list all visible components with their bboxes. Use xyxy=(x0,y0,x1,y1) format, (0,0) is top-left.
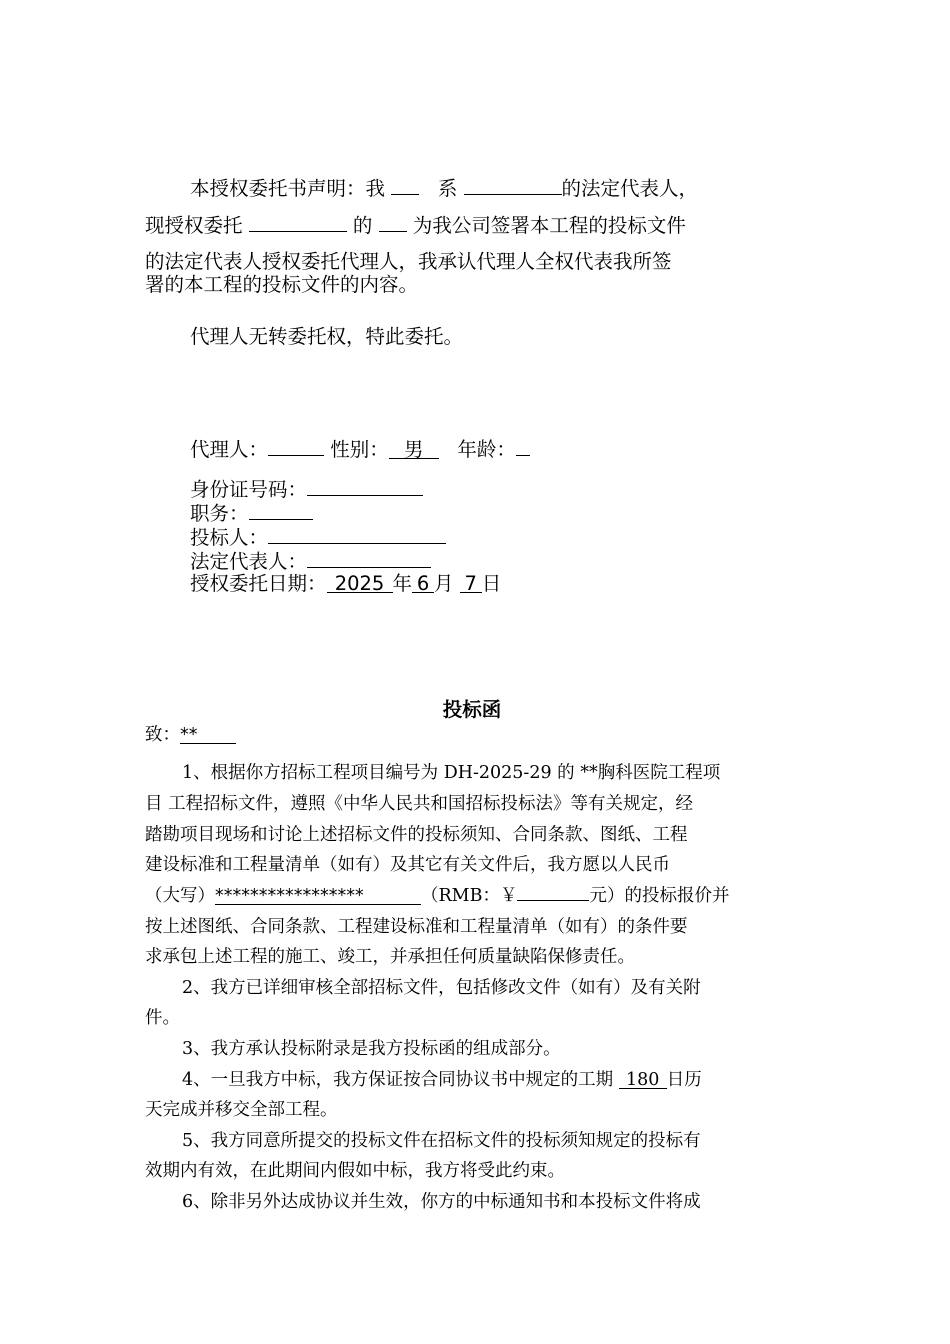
year-value: 2025 xyxy=(327,573,393,593)
letter-line: 目 工程招标文件，遵照《中华人民共和国招标投标法》等有关规定，经 xyxy=(145,794,694,814)
id-label: 身份证号码： xyxy=(190,478,308,501)
auth-text: 系 xyxy=(437,177,458,200)
bidder-row xyxy=(190,524,446,550)
bidder-label: 投标人： xyxy=(190,526,269,549)
rmb-amount-blank xyxy=(517,881,589,901)
letter-line: 建设标准和工程量清单（如有）及其它有关文件后，我方愿以人民币 xyxy=(145,855,670,875)
agent-label: 代理人： xyxy=(190,438,269,461)
auth-line-2 xyxy=(145,212,686,238)
recipient-label: 致： xyxy=(145,725,180,745)
letter-line: 求承包上述工程的施工、竣工，并承担任何质量缺陷保修责任。 xyxy=(145,947,635,967)
letter-line: 件。 xyxy=(145,1008,180,1028)
construction-days: 180 xyxy=(619,1069,667,1089)
amount-in-words: ***************** xyxy=(215,885,421,905)
letter-line: 2、我方已详细审核全部招标文件，包括修改文件（如有）及有关附 xyxy=(182,978,701,998)
month-value: 6 xyxy=(412,573,434,593)
auth-line-3: 的法定代表人授权委托代理人，我承认代理人全权代表我所签 xyxy=(145,250,672,273)
letter-line: 5、我方同意所提交的投标文件在招标文件的投标须知规定的投标有 xyxy=(182,1131,701,1151)
auth-line-5: 代理人无转委托权，特此委托。 xyxy=(190,325,464,348)
id-value-blank xyxy=(307,476,423,496)
letter-line: 效期内有效，在此期间内假如中标，我方将受此约束。 xyxy=(145,1161,565,1181)
date-row xyxy=(190,572,501,596)
letter-title: 投标函 xyxy=(442,698,502,721)
day-unit: 日 xyxy=(481,572,502,595)
legal-rep-label: 法定代表人： xyxy=(190,550,308,573)
auth-text: 本授权委托书声明：我 xyxy=(190,177,386,200)
letter-recipient xyxy=(145,720,236,750)
recipient-value: ** xyxy=(180,724,236,744)
letter-text: （RMB：￥ xyxy=(421,886,518,906)
letter-text: 日历 xyxy=(666,1070,702,1090)
auth-text: 为我公司签署本工程的投标文件 xyxy=(412,214,686,237)
letter-text: （大写） xyxy=(145,886,215,906)
letter-line: 踏勘项目现场和讨论上述招标文件的投标须知、合同条款、图纸、工程 xyxy=(145,825,688,845)
letter-line-amount xyxy=(145,881,729,911)
position-value-blank xyxy=(249,500,313,520)
letter-line: 1、根据你方招标工程项目编号为 DH-2025-29 的 **胸科医院工程项 xyxy=(182,763,721,783)
date-label: 授权委托日期： xyxy=(190,572,327,595)
agent-blank-2 xyxy=(379,212,407,232)
letter-line: 按上述图纸、合同条款、工程建设标准和工程量清单（如有）的条件要 xyxy=(145,917,688,937)
month-unit: 月 xyxy=(434,572,454,595)
letter-line: 6、除非另外达成协议并生效，你方的中标通知书和本投标文件将成 xyxy=(182,1192,701,1212)
bidder-value-blank xyxy=(268,524,446,544)
letter-text: 4、一旦我方中标，我方保证按合同协议书中规定的工期 xyxy=(182,1070,614,1090)
day-value: 7 xyxy=(460,573,482,593)
auth-line-4: 署的本工程的投标文件的内容。 xyxy=(145,273,419,296)
position-label: 职务： xyxy=(190,502,249,525)
gender-value: 男 xyxy=(389,439,439,459)
id-row xyxy=(190,476,423,502)
agent-value-blank xyxy=(268,436,324,456)
gender-label: 性别： xyxy=(330,438,389,461)
agent-name-blank xyxy=(249,212,347,232)
age-label: 年龄： xyxy=(457,438,516,461)
company-name-blank xyxy=(464,175,562,195)
legal-rep-row xyxy=(190,548,431,574)
auth-text: 的法定代表人， xyxy=(561,177,699,200)
letter-line: 3、我方承认投标附录是我方投标函的组成部分。 xyxy=(182,1039,561,1059)
principal-name-blank xyxy=(391,175,419,195)
letter-line-period xyxy=(182,1065,702,1095)
year-unit: 年 xyxy=(392,572,413,595)
auth-line-1 xyxy=(190,175,698,201)
legal-rep-value-blank xyxy=(307,548,431,568)
position-row xyxy=(190,500,313,526)
age-value-blank xyxy=(516,436,530,456)
letter-line: 天完成并移交全部工程。 xyxy=(145,1100,338,1120)
auth-text: 现授权委托 xyxy=(145,214,243,237)
auth-text: 的 xyxy=(352,214,373,237)
letter-text: 元）的投标报价并 xyxy=(589,886,730,906)
agent-info-row xyxy=(190,436,530,462)
